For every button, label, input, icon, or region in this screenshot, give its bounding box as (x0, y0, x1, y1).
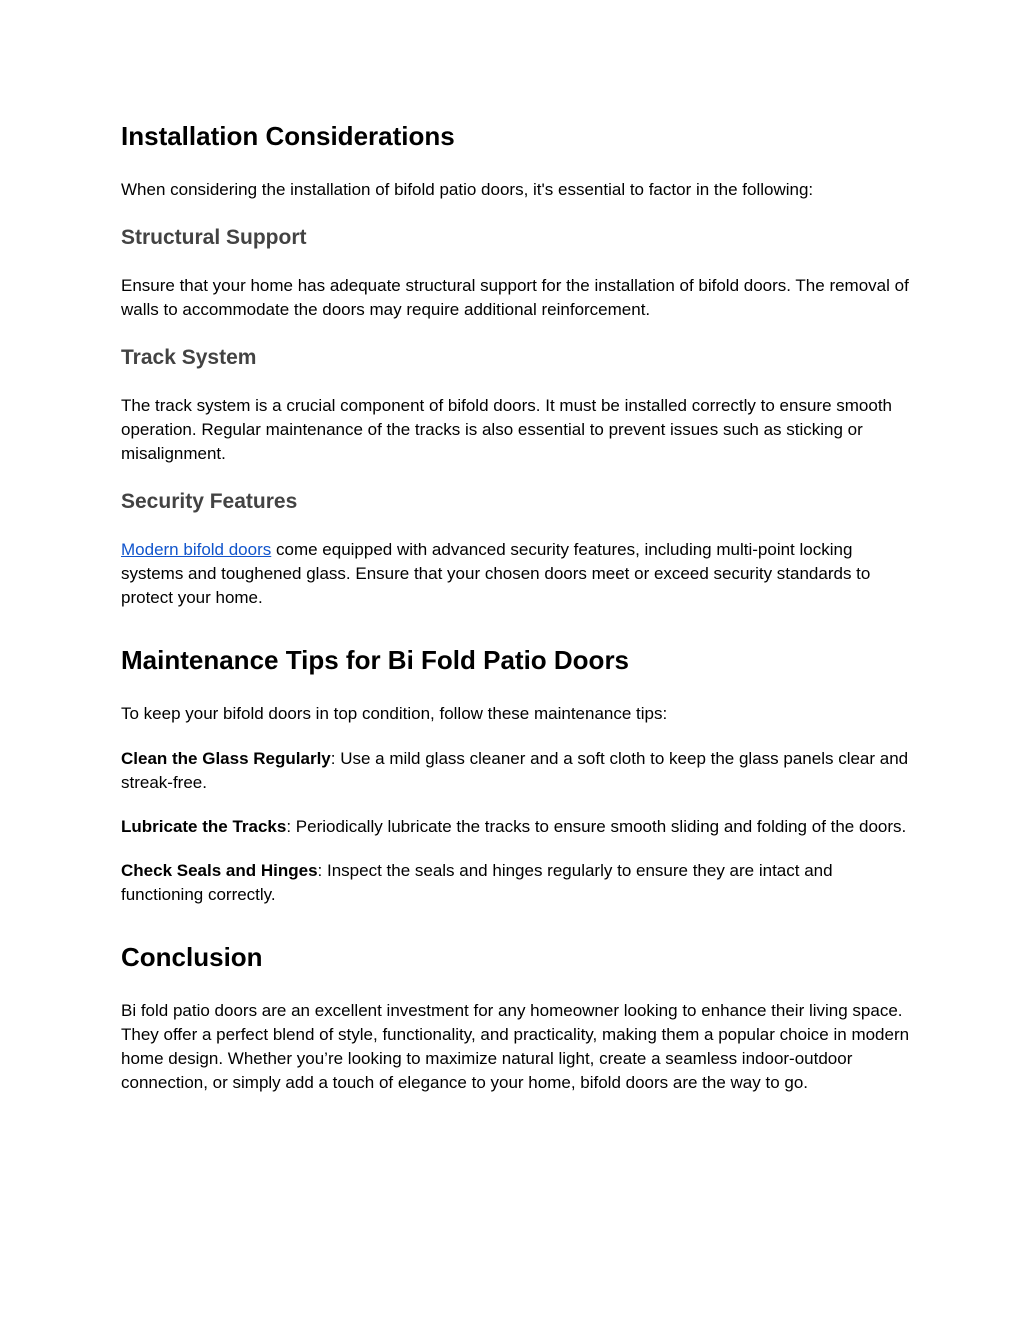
security-features-heading: Security Features (121, 490, 298, 513)
conclusion-text: Bi fold patio doors are an excellent investment for any homeowner looking to enhance their living space. They offer a perfect blend of style, functionality, and practicality, making them a popular choice in modern home design. Whether you’re looking to maximize natural light, create a seamless indoor-outdoor connection, or simply add a touch of elegance to your home, bifold doors are the way to go. (121, 1001, 910, 1092)
maintenance-tip-label: Check Seals and Hinges (121, 861, 318, 880)
structural-support-heading: Structural Support (121, 226, 307, 249)
structural-support-text: Ensure that your home has adequate structural support for the installation of bifold doors. The removal of walls to accommodate the doors may require additional reinforcement. (121, 276, 909, 319)
maintenance-tip-text: : Inspect the seals and hinges regularly to ensure they are intact and functioning correctly. (121, 861, 833, 904)
maintenance-tip-text: : Use a mild glass cleaner and a soft cloth to keep the glass panels clear and streak-free. (121, 749, 909, 792)
installation-intro: When considering the installation of bifold patio doors, it's essential to factor in the following: (121, 180, 814, 199)
maintenance-tip-text: : Periodically lubricate the tracks to ensure smooth sliding and folding of the doors. (286, 817, 907, 836)
maintenance-tip (121, 859, 911, 907)
modern-bifold-doors-link[interactable]: Modern bifold doors (121, 540, 272, 559)
maintenance-intro: To keep your bifold doors in top condition, follow these maintenance tips: (121, 704, 668, 723)
maintenance-tip (121, 815, 911, 839)
security-features-paragraph (121, 538, 911, 610)
security-features-text: come equipped with advanced security features, including multi-point locking systems and toughened glass. Ensure that your chosen doors meet or exceed security standards to protect your home. (121, 540, 871, 607)
conclusion-heading: Conclusion (121, 942, 263, 972)
track-system-heading: Track System (121, 346, 257, 369)
maintenance-tip (121, 747, 911, 795)
maintenance-heading: Maintenance Tips for Bi Fold Patio Doors (121, 645, 630, 675)
maintenance-tip-label: Clean the Glass Regularly (121, 749, 331, 768)
document-content (121, 120, 911, 1095)
maintenance-tip-label: Lubricate the Tracks (121, 817, 287, 836)
track-system-text: The track system is a crucial component of bifold doors. It must be installed correctly to ensure smooth operation. Regular maintenance of the tracks is also essential to prevent issues such as sticking or misalignment. (121, 396, 893, 463)
installation-heading: Installation Considerations (121, 121, 455, 151)
